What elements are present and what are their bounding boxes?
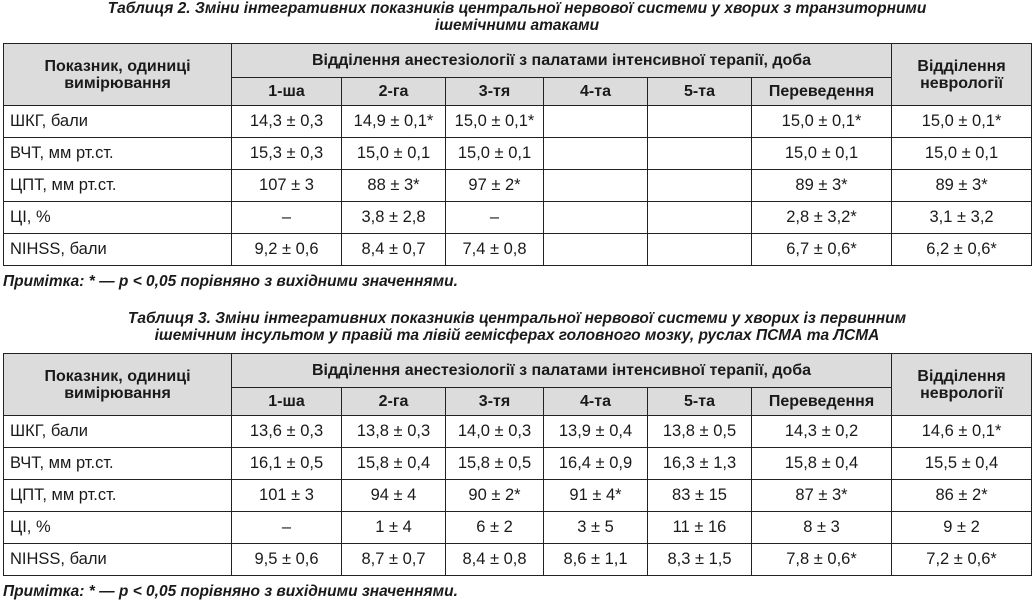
cell: 16,3 ± 1,3	[648, 448, 752, 480]
header-day-4: 4-та	[544, 78, 648, 106]
header-day-1: 1-ша	[232, 388, 342, 416]
cell: 1 ± 4	[342, 512, 446, 544]
row-label: ВЧТ, мм рт.ст.	[4, 448, 232, 480]
cell: 88 ± 3*	[342, 170, 446, 202]
cell: 13,8 ± 0,5	[648, 416, 752, 448]
cell	[544, 106, 648, 138]
cell: 15,0 ± 0,1	[752, 138, 892, 170]
cell: 107 ± 3	[232, 170, 342, 202]
cell: –	[446, 202, 544, 234]
cell: 8,4 ± 0,8	[446, 544, 544, 576]
row-label: ВЧТ, мм рт.ст.	[4, 138, 232, 170]
cell: 8,7 ± 0,7	[342, 544, 446, 576]
header-day-2: 2-га	[342, 388, 446, 416]
cell: 14,9 ± 0,1*	[342, 106, 446, 138]
cell: 7,2 ± 0,6*	[892, 544, 1032, 576]
row-label: ЦПТ, мм рт.ст.	[4, 170, 232, 202]
cell: 14,6 ± 0,1*	[892, 416, 1032, 448]
header-day-4: 4-та	[544, 388, 648, 416]
cell: 3 ± 5	[544, 512, 648, 544]
cell: 15,0 ± 0,1	[342, 138, 446, 170]
table-3	[3, 353, 1032, 576]
cell: 90 ± 2*	[446, 480, 544, 512]
cell: 14,0 ± 0,3	[446, 416, 544, 448]
table-row	[4, 234, 1032, 266]
header-day-2: 2-га	[342, 78, 446, 106]
cell: 15,8 ± 0,4	[342, 448, 446, 480]
header-indicator: Показник, одиниці вимірювання	[4, 354, 232, 416]
cell: 15,8 ± 0,4	[752, 448, 892, 480]
table-3-note: Примітка: * — р < 0,05 порівняно з вихідними значеннями.	[3, 583, 458, 600]
row-label: ШКГ, бали	[4, 106, 232, 138]
cell: 13,9 ± 0,4	[544, 416, 648, 448]
header-icu-department: Відділення анестезіології з палатами інтенсивної терапії, доба	[232, 44, 892, 78]
cell: 8,4 ± 0,7	[342, 234, 446, 266]
cell: –	[232, 512, 342, 544]
cell: 11 ± 16	[648, 512, 752, 544]
header-indicator: Показник, одиниці вимірювання	[4, 44, 232, 106]
table-row	[4, 106, 1032, 138]
header-day-5: 5-та	[648, 78, 752, 106]
row-label: ШКГ, бали	[4, 416, 232, 448]
cell	[648, 170, 752, 202]
table-2	[3, 43, 1032, 266]
cell	[648, 106, 752, 138]
cell: 15,0 ± 0,1*	[446, 106, 544, 138]
cell: 14,3 ± 0,3	[232, 106, 342, 138]
row-label: ЦІ, %	[4, 512, 232, 544]
cell: 15,0 ± 0,1*	[892, 106, 1032, 138]
cell: 8 ± 3	[752, 512, 892, 544]
table-2-caption-line2: ішемічними атаками	[434, 17, 600, 34]
table-3-caption-line1: Таблиця 3. Зміни інтегративних показників центральної нервової системи у хворих із первинним	[127, 310, 907, 327]
table-row	[4, 170, 1032, 202]
cell: 7,4 ± 0,8	[446, 234, 544, 266]
table-row	[4, 480, 1032, 512]
cell: 15,0 ± 0,1*	[752, 106, 892, 138]
cell: 6,2 ± 0,6*	[892, 234, 1032, 266]
table-row	[4, 202, 1032, 234]
row-label: ЦПТ, мм рт.ст.	[4, 480, 232, 512]
cell: 89 ± 3*	[752, 170, 892, 202]
header-day-3: 3-тя	[446, 388, 544, 416]
cell: 6 ± 2	[446, 512, 544, 544]
cell: 16,1 ± 0,5	[232, 448, 342, 480]
header-day-1: 1-ша	[232, 78, 342, 106]
cell: 15,5 ± 0,4	[892, 448, 1032, 480]
table-row	[4, 138, 1032, 170]
header-transfer: Переведення	[752, 388, 892, 416]
table-row	[4, 416, 1032, 448]
cell: 15,0 ± 0,1	[446, 138, 544, 170]
table-3-caption-line2: ішемічним інсультом у правій та лівій гемісферах головного мозку, руслах ПСМА та ЛСМА	[154, 327, 880, 344]
cell: 9,5 ± 0,6	[232, 544, 342, 576]
cell: 9,2 ± 0,6	[232, 234, 342, 266]
cell: 15,0 ± 0,1	[892, 138, 1032, 170]
cell: 89 ± 3*	[892, 170, 1032, 202]
cell	[544, 234, 648, 266]
header-icu-department: Відділення анестезіології з палатами інтенсивної терапії, доба	[232, 354, 892, 388]
cell: 3,8 ± 2,8	[342, 202, 446, 234]
header-neurology-department: Відділення неврології	[892, 44, 1032, 106]
cell: 87 ± 3*	[752, 480, 892, 512]
cell	[648, 138, 752, 170]
cell: 86 ± 2*	[892, 480, 1032, 512]
table-2-caption-line1: Таблиця 2. Зміни інтегративних показників центральної нервової системи у хворих з транзиторними	[107, 0, 927, 17]
cell: 3,1 ± 3,2	[892, 202, 1032, 234]
cell: 101 ± 3	[232, 480, 342, 512]
cell	[648, 234, 752, 266]
cell	[544, 202, 648, 234]
table-2-caption	[0, 0, 1034, 34]
cell: 13,8 ± 0,3	[342, 416, 446, 448]
cell: 97 ± 2*	[446, 170, 544, 202]
row-label: NIHSS, бали	[4, 544, 232, 576]
cell: 16,4 ± 0,9	[544, 448, 648, 480]
table-row	[4, 448, 1032, 480]
cell: 9 ± 2	[892, 512, 1032, 544]
cell: 83 ± 15	[648, 480, 752, 512]
header-day-3: 3-тя	[446, 78, 544, 106]
cell: 13,6 ± 0,3	[232, 416, 342, 448]
cell: 91 ± 4*	[544, 480, 648, 512]
table-2-note: Примітка: * — р < 0,05 порівняно з вихідними значеннями.	[3, 273, 458, 290]
table-row	[4, 512, 1032, 544]
cell: 94 ± 4	[342, 480, 446, 512]
cell: 14,3 ± 0,2	[752, 416, 892, 448]
cell: 6,7 ± 0,6*	[752, 234, 892, 266]
header-transfer: Переведення	[752, 78, 892, 106]
table-row	[4, 544, 1032, 576]
cell: 15,8 ± 0,5	[446, 448, 544, 480]
cell: 7,8 ± 0,6*	[752, 544, 892, 576]
cell: 8,6 ± 1,1	[544, 544, 648, 576]
cell: 15,3 ± 0,3	[232, 138, 342, 170]
row-label: ЦІ, %	[4, 202, 232, 234]
cell: 2,8 ± 3,2*	[752, 202, 892, 234]
cell	[648, 202, 752, 234]
header-day-5: 5-та	[648, 388, 752, 416]
row-label: NIHSS, бали	[4, 234, 232, 266]
cell	[544, 170, 648, 202]
header-neurology-department: Відділення неврології	[892, 354, 1032, 416]
cell	[544, 138, 648, 170]
cell: –	[232, 202, 342, 234]
table-3-caption	[0, 310, 1034, 344]
cell: 8,3 ± 1,5	[648, 544, 752, 576]
